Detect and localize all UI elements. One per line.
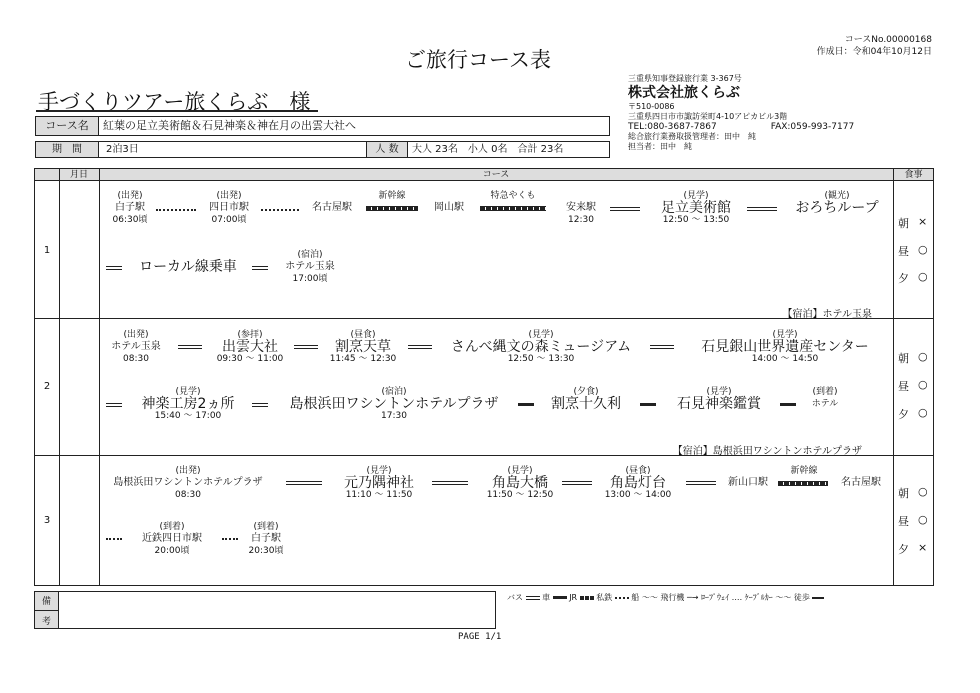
meal-lunch-status: ○ [918, 378, 928, 391]
meal-lunch: 昼 [898, 245, 909, 258]
limited-express-link [480, 206, 546, 211]
course-name-box [35, 116, 610, 136]
meal-dinner-status: × [918, 541, 928, 554]
route-node: (昼食) 割烹天草 11:45 ～ 12:30 [329, 330, 397, 364]
car-link [610, 207, 640, 211]
company-block [628, 74, 854, 152]
meal-breakfast: 朝 [898, 217, 909, 230]
day-number: 1 [43, 245, 51, 256]
route-node: 名古屋駅 [312, 202, 352, 213]
legend-private-line [615, 597, 629, 599]
route-node: ローカル線乗車 [139, 259, 237, 275]
route-node: 安来駅 12:30 [566, 202, 596, 225]
bus-link [518, 403, 534, 406]
day-number: 3 [43, 515, 51, 526]
car-link [650, 345, 674, 349]
col-line-3 [893, 169, 894, 585]
company-tel: TEL:080-3687-7867 [628, 122, 717, 132]
route-node: 新幹線 [790, 466, 818, 476]
company-postal: 〒510-0086 [628, 102, 675, 111]
route-node: (出発) 四日市駅 07:00頃 [209, 191, 249, 225]
shinkansen-link [778, 481, 828, 486]
company-fax: FAX:059-993-7177 [770, 122, 855, 132]
route-node: (見学) 元乃隅神社 11:10 ～ 11:50 [344, 466, 414, 500]
remarks-label: 考 [42, 617, 52, 627]
legend-bus-line [526, 596, 540, 600]
meal-dinner-status: ○ [918, 270, 928, 283]
route-node: (参拝) 出雲大社 09:30 ～ 11:00 [216, 330, 284, 364]
legend-car: 車 [542, 593, 551, 602]
meal-breakfast-status: ○ [918, 350, 928, 363]
route-node: (見学) 神楽工房2ヵ所 15:40 ～ 17:00 [141, 387, 235, 421]
route-node: (出発) 白子駅 06:30頃 [112, 191, 148, 225]
company-staff: 担当者：田中 純 [628, 142, 692, 151]
course-label: コース名 [36, 117, 99, 135]
legend-plane-line: ─→ [686, 593, 699, 602]
created-date: 作成日：令和04年10月12日 [816, 47, 932, 57]
day-number: 2 [43, 381, 51, 392]
meal-lunch-status: ○ [918, 513, 928, 526]
legend-jr-line [580, 596, 594, 600]
car-link [294, 345, 318, 349]
route-node: (夕食) 割烹十久利 [551, 387, 621, 412]
remarks-label: 備 [42, 597, 52, 607]
customer-name: 手づくりツアー旅くらぶ 様 [38, 90, 311, 114]
car-link [686, 481, 716, 485]
route-node: (出発) ホテル玉泉 08:30 [111, 330, 161, 364]
route-node: (宿泊) 島根浜田ワシントンホテルプラザ 17:30 [289, 387, 499, 421]
col-line-2 [99, 169, 100, 585]
private-rail-link [156, 209, 196, 211]
legend-walk-line [812, 597, 824, 599]
legend-jr: JR [569, 593, 578, 602]
legend-bus: バス [507, 593, 523, 602]
people-label: 人 数 [366, 142, 408, 157]
route-node: 岡山駅 [434, 202, 464, 213]
overnight-stay: 【宿泊】ホテル玉泉 [782, 309, 872, 320]
legend-private: 私鉄 [596, 593, 613, 602]
route-node: (観光) おろちループ [795, 191, 879, 216]
car-link [562, 481, 592, 485]
header-meta [817, 34, 932, 58]
meal-breakfast-status: ○ [918, 485, 928, 498]
header-date: 月日 [69, 170, 88, 180]
people-value: 大人 23名 小人 0名 合計 23名 [412, 144, 564, 155]
car-link [408, 345, 432, 349]
meal-dinner-status: ○ [918, 406, 928, 419]
legend-ship-line: ～～ [641, 593, 658, 602]
route-node: 特急やくも [490, 191, 536, 201]
route-node: (到着) ホテル [811, 387, 839, 409]
car-link [286, 481, 322, 485]
period-label: 期 間 [36, 142, 99, 157]
route-node: (見学) 足立美術館 12:50 ～ 13:50 [661, 191, 731, 225]
col-line-1 [59, 169, 60, 585]
meal-breakfast: 朝 [898, 352, 909, 365]
car-link [252, 403, 268, 407]
legend-plane: 飛行機 [660, 593, 685, 602]
course-number: コースNo.00000168 [844, 35, 932, 45]
company-address: 三重県四日市市諏訪栄町4-10アピカビル3階 [628, 112, 788, 121]
remarks-divider [35, 610, 59, 611]
period-box [35, 141, 610, 158]
route-node: (見学) 角島大橋 11:50 ～ 12:50 [486, 466, 554, 500]
route-node: (見学) 石見銀山世界遺産センター 14:00 ～ 14:50 [701, 330, 869, 364]
meal-lunch: 昼 [898, 380, 909, 393]
car-link [432, 481, 468, 485]
meal-breakfast: 朝 [898, 487, 909, 500]
legend-ropeway: ﾛｰﾌﾟｳｪｲ [701, 593, 730, 602]
meal-lunch-status: ○ [918, 243, 928, 256]
bus-link [780, 403, 796, 406]
route-node: (出発) 島根浜田ワシントンホテルプラザ 08:30 [113, 466, 263, 500]
car-link [252, 266, 268, 270]
legend-cable-line: ～～ [775, 593, 792, 602]
private-rail-link [261, 209, 299, 211]
shinkansen-link [366, 206, 418, 211]
company-manager: 総合旅行業務取扱管理者：田中 純 [628, 132, 756, 141]
legend-cable: ｹｰﾌﾞﾙｶｰ [744, 593, 773, 602]
route-node: (到着) 近鉄四日市駅 20:00頃 [142, 522, 202, 556]
route-node: (見学) 石見神楽鑑賞 [677, 387, 761, 412]
course-name: 紅葉の足立美術館＆石見神楽＆神在月の出雲大社へ [103, 119, 356, 132]
route-node: (見学) さんべ縄文の森ミュージアム 12:50 ～ 13:30 [450, 330, 632, 364]
customer-underline [36, 110, 318, 112]
bus-link [640, 403, 656, 406]
route-node: 名古屋駅 [841, 477, 881, 488]
legend-walk: 徒歩 [793, 593, 810, 602]
page-number: PAGE 1/1 [458, 632, 502, 642]
route-node: (昼食) 角島灯台 13:00 ～ 14:00 [604, 466, 672, 500]
private-rail-link [106, 538, 122, 540]
route-node: 新幹線 [378, 191, 406, 201]
meal-dinner: 夕 [898, 272, 909, 285]
page-title: ご旅行コース表 [405, 48, 551, 72]
car-link [747, 207, 777, 211]
remarks-box [34, 591, 496, 629]
route-node: (宿泊) ホテル玉泉 17:00頃 [285, 250, 335, 284]
header-meal: 食事 [904, 170, 923, 180]
overnight-stay: 【宿泊】島根浜田ワシントンホテルプラザ [672, 446, 862, 457]
company-license: 三重県知事登録旅行業 3-367号 [628, 74, 742, 83]
header-course: コース [482, 170, 510, 180]
period-value: 2泊3日 [106, 144, 139, 155]
meal-dinner: 夕 [898, 408, 909, 421]
legend-ship: 船 [631, 593, 640, 602]
private-rail-link [222, 538, 238, 540]
transport-legend [507, 592, 824, 604]
route-node: (到着) 白子駅 20:30頃 [248, 522, 284, 556]
car-link [106, 403, 122, 407]
meal-dinner: 夕 [898, 543, 909, 556]
meal-lunch: 昼 [898, 515, 909, 528]
car-link [106, 266, 122, 270]
car-link [178, 345, 202, 349]
company-name: 株式会社旅くらぶ [628, 85, 740, 101]
meal-breakfast-status: × [918, 215, 928, 228]
route-node: 新山口駅 [728, 477, 768, 488]
legend-car-line [553, 596, 567, 599]
legend-ropeway-line: ‥‥ [731, 593, 743, 602]
